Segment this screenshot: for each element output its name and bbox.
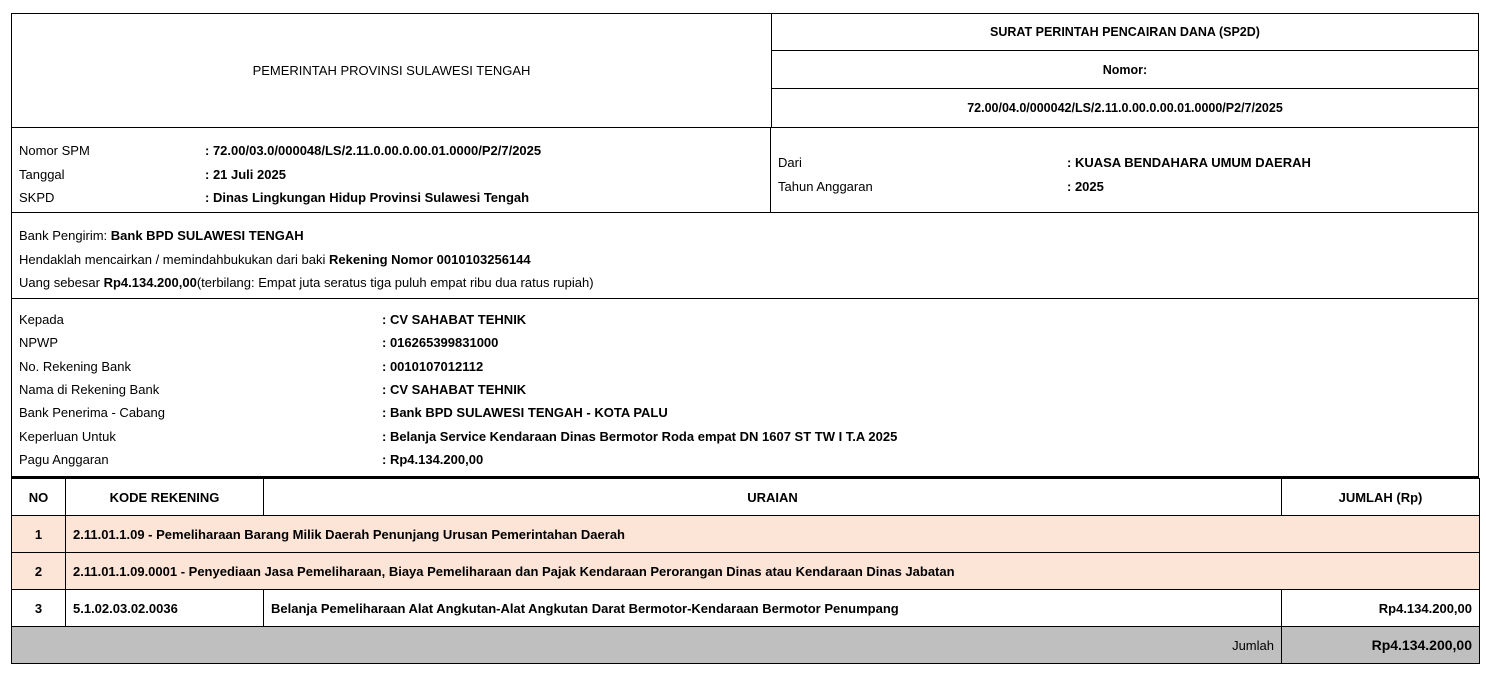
sp2d-document [11,13,1479,664]
payee-value: : 016265399831000 [382,335,499,351]
info-value: : 2025 [1067,178,1104,194]
instruksi-line [19,248,1471,272]
payee-value: : 0010107012112 [382,358,484,374]
row-program-text: 2.11.01.1.09 - Pemeliharaan Barang Milik Daerah Penunjang Urusan Pemerintahan Daerah [66,516,1480,553]
payee-value: : CV SAHABAT TEHNIK [382,382,527,398]
col-header-uraian: URAIAN [264,479,1282,516]
uang-value: Rp4.134.200,00 [103,275,197,291]
rekening-nomor: Rekening Nomor 0010103256144 [329,251,531,267]
payee-label: Bank Penerima - Cabang [19,405,165,421]
payee-value: : Bank BPD SULAWESI TENGAH - KOTA PALU [382,405,668,421]
info-value: : 21 Juli 2025 [205,166,286,182]
info-row-nomor-spm [19,139,763,163]
table-row [12,590,1480,627]
table-row [12,516,1480,553]
terbilang-text: (terbilang: Empat juta seratus tiga puluh empat ribu dua ratus rupiah) [196,275,594,291]
info-value: : 72.00/03.0/000048/LS/2.11.0.00.0.00.01.0000/P2/7/2025 [205,143,542,159]
spm-info-section [11,128,1479,213]
row-no: 1 [12,516,66,553]
row-uraian: Belanja Pemeliharaan Alat Angkutan-Alat Angkutan Darat Bermotor-Kendaraan Bermotor Penumpang [264,590,1282,627]
row-kode-rekening: 5.1.02.03.02.0036 [66,590,264,627]
payee-row-kepada [19,308,1471,331]
col-header-kode: KODE REKENING [66,479,264,516]
nomor-label: Nomor: [772,51,1478,88]
payee-row-pagu [19,448,1471,471]
payee-value: : Belanja Service Kendaraan Dinas Bermotor Roda empat DN 1607 ST TW I T.A 2025 [382,428,898,444]
payee-label: Nama di Rekening Bank [19,382,160,398]
payee-section [11,299,1479,478]
uang-label: Uang sebesar [19,275,100,291]
info-row-skpd [19,186,763,210]
row-kegiatan-text: 2.11.01.1.09.0001 - Penyediaan Jasa Pemeliharaan, Biaya Pemeliharaan dan Pajak Kendaraan Perorangan Dinas atau Kendaraan Dinas Jabatan [66,553,1480,590]
total-row [12,627,1480,664]
row-no: 2 [12,553,66,590]
nomor-value: 72.00/04.0/000042/LS/2.11.0.00.0.00.01.0000/P2/7/2025 [967,100,1283,115]
payee-label: No. Rekening Bank [19,358,132,374]
info-label: Nomor SPM [19,143,90,159]
rekening-table [11,478,1480,664]
payee-label: Keperluan Untuk [19,428,116,444]
instruksi-text: Hendaklah mencairkan / memindahbukukan dari baki [19,251,326,267]
doc-title: SURAT PERINTAH PENCAIRAN DANA (SP2D) [772,14,1478,51]
col-header-no: NO [12,479,66,516]
spm-info-right [771,128,1478,212]
payee-label: Pagu Anggaran [19,451,109,467]
info-row-tahun-anggaran [778,175,1471,199]
total-label: Jumlah [12,627,1282,664]
payee-row-npwp [19,331,1471,354]
info-row-dari [778,151,1471,175]
document-header [11,13,1479,128]
bank-pengirim-line [19,224,1471,248]
row-jumlah: Rp4.134.200,00 [1282,590,1480,627]
payee-row-nama-rekening [19,378,1471,401]
total-value: Rp4.134.200,00 [1282,627,1480,664]
payee-value: : CV SAHABAT TEHNIK [382,312,527,328]
uang-line [19,271,1471,295]
sp2d-title-block [772,14,1478,127]
info-label: Tanggal [19,166,65,182]
info-value: : Dinas Lingkungan Hidup Provinsi Sulawesi Tengah [205,190,530,206]
spm-info-left [12,128,771,212]
col-header-jumlah: JUMLAH (Rp) [1282,479,1480,516]
info-label: SKPD [19,190,55,206]
bank-section [11,213,1479,299]
info-row-tanggal [19,163,763,187]
payee-row-keperluan [19,424,1471,447]
payee-row-no-rekening [19,355,1471,378]
info-label: Dari [778,155,802,171]
payee-value: : Rp4.134.200,00 [382,451,484,467]
bank-pengirim-value: Bank BPD SULAWESI TENGAH [110,228,304,244]
info-label: Tahun Anggaran [778,178,873,194]
table-row [12,553,1480,590]
payee-label: Kepada [19,312,64,328]
table-header-row [12,479,1480,516]
bank-pengirim-label: Bank Pengirim: [19,228,108,244]
payee-row-bank-penerima [19,401,1471,424]
payee-label: NPWP [19,335,58,351]
government-title: PEMERINTAH PROVINSI SULAWESI TENGAH [12,14,772,127]
row-no: 3 [12,590,66,627]
info-value: : KUASA BENDAHARA UMUM DAERAH [1067,155,1311,171]
